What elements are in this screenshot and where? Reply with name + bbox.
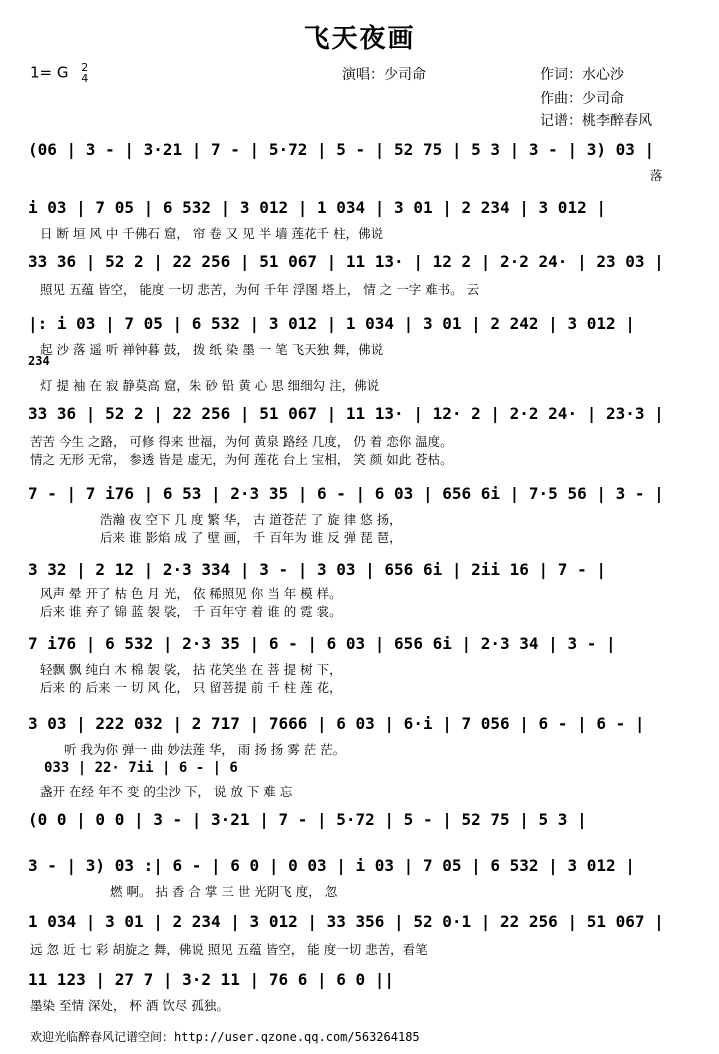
notation-line-10: 3 03 | 222 032 | 2 717 | 7666 | 6 03 | 6·i | 7 056 | 6 - | 6 - | (28, 714, 645, 733)
lyric-line-5: 灯 提 袖 在 寂 静莫高 窟，朱 砂 铅 黄 心 思 细细勾 注，佛说 (40, 378, 380, 393)
notation-line-13: 3 - | 3) 03 :| 6 - | 6 0 | 0 03 | i 03 | 7 05 | 6 532 | 3 012 | (28, 856, 635, 875)
lyric-line-8a: 风声 晕 开了 枯 色 月 光， 依 稀照见 你 当 年 模 样。 (40, 586, 342, 601)
transcriber-credit: 记谱：桃李醉春风 (540, 113, 652, 129)
lyric-line-9a: 轻飘 飘 纯白 木 棉 袈 裟， 拈 花笑坐 在 菩 提 树 下， (40, 662, 342, 677)
lyric-line-10: 听 我为你 弹一 曲 妙法莲 华， 雨 扬 扬 雾 茫 茫。 (64, 742, 346, 757)
key-signature (30, 62, 88, 84)
lyric-line-2: 日 断 垣 风 中 千佛石 窟， 帘 卷 又 见 半 墙 莲花千 柱，佛说 (40, 226, 384, 241)
notation-line-4: |: i 03 | 7 05 | 6 532 | 3 012 | 1 034 | 3 01 | 2 242 | 3 012 | (28, 314, 635, 333)
notation-line-1: (06 | 3 - | 3·21 | 7 - | 5·72 | 5 - | 52 75 | 5 3 | 3 - | 3) 03 | (28, 140, 655, 159)
notation-line-11: 033 | 22· 7ii | 6 - | 6 (44, 760, 238, 776)
time-signature (81, 62, 88, 84)
notation-line-8: 3 32 | 2 12 | 2·3 334 | 3 - | 3 03 | 656 6i | 2ii 16 | 7 - | (28, 560, 606, 579)
time-top: 2 (81, 61, 89, 74)
lyric-line-4: 起 沙 落 遥 听 禅钟暮 鼓， 拨 纸 染 墨 一 笔 飞天独 舞，佛说 (40, 342, 384, 357)
lyric-line-6b: 情之 无形 无常， 参透 皆是 虚无，为何 莲花 台上 宝相， 笑 颜 如此 苍枯。 (30, 452, 453, 467)
lyric-line-14: 远 忽 近 七 彩 胡旋之 舞，佛说 照见 五蕴 皆空， 能 度一切 悲苦，看笔 (30, 942, 428, 957)
notation-line-9: 7 i76 | 6 532 | 2·3 35 | 6 - | 6 03 | 656 6i | 2·3 34 | 3 - | (28, 634, 616, 653)
lyric-line-11: 盏开 在经 年不 变 的尘沙 下， 说 放 下 难 忘 (40, 784, 293, 799)
notation-line-6: 33 36 | 52 2 | 22 256 | 51 067 | 11 13· | 12· 2 | 2·2 24· | 23·3 | (28, 404, 664, 423)
key-label: 1= G (30, 63, 69, 82)
lyric-line-9b: 后来 的 后来 一 切 风 化， 只 留菩提 前 千 柱 莲 花， (40, 680, 342, 695)
notation-line-3: 33 36 | 52 2 | 22 256 | 51 067 | 11 13· | 12 2 | 2·2 24· | 23 03 | (28, 252, 664, 271)
lyric-line-13: 燃 啊。 拈 香 合 掌 三 世 光阴飞 度， 忽 (110, 884, 338, 899)
notation-line-7: 7 - | 7 i76 | 6 53 | 2·3 35 | 6 - | 6 03 | 656 6i | 7·5 56 | 3 - | (28, 484, 664, 503)
notation-line-14: 1 034 | 3 01 | 2 234 | 3 012 | 33 356 | 52 0·1 | 22 256 | 51 067 | (28, 912, 664, 931)
lyric-line-7a: 浩瀚 夜 空下 几 度 繁 华， 古 道苍茫 了 旋 律 悠 扬， (100, 512, 402, 527)
notation-line-12: (0 0 | 0 0 | 3 - | 3·21 | 7 - | 5·72 | 5 - | 52 75 | 5 3 | (28, 810, 587, 829)
lyric-line-6a: 苦苦 今生 之路， 可修 得来 世福，为何 黄泉 路经 几度， 仍 着 恋你 温度。 (30, 434, 453, 449)
lyricist-credit: 作词：水心沙 (540, 67, 624, 83)
notation-line-2: i 03 | 7 05 | 6 532 | 3 012 | 1 034 | 3 01 | 2 234 | 3 012 | (28, 198, 606, 217)
composer-credit: 作曲：少司命 (540, 91, 624, 107)
footer-credit: 欢迎光临醉春风记谱空间：http://user.qzone.qq.com/563264185 (30, 1030, 420, 1044)
lyric-line-15: 墨染 至情 深处， 杯 酒 饮尽 孤独。 (30, 998, 229, 1013)
lyric-line-3: 照见 五蕴 皆空， 能度 一切 悲苦，为何 千年 浮图 塔上， 情 之 一字 难书。 云 (40, 282, 480, 297)
notation-line-15: 11 123 | 27 7 | 3·2 11 | 76 6 | 6 0 || (28, 970, 395, 989)
lyric-line-1: 落 (650, 168, 663, 183)
song-title: 飞天夜画 (303, 24, 416, 54)
time-bottom: 4 (81, 72, 89, 85)
notation-line-5: 234 (28, 354, 50, 368)
singer-credit: 演唱：少司命 (342, 67, 426, 83)
lyric-line-8b: 后来 谁 弃了 锦 蓝 袈 裟， 千 百年守 着 谁 的 霓 裳。 (40, 604, 342, 619)
lyric-line-7b: 后来 谁 影焰 成 了 壁 画， 千 百年为 谁 反 弹 琵 琶， (100, 530, 402, 545)
